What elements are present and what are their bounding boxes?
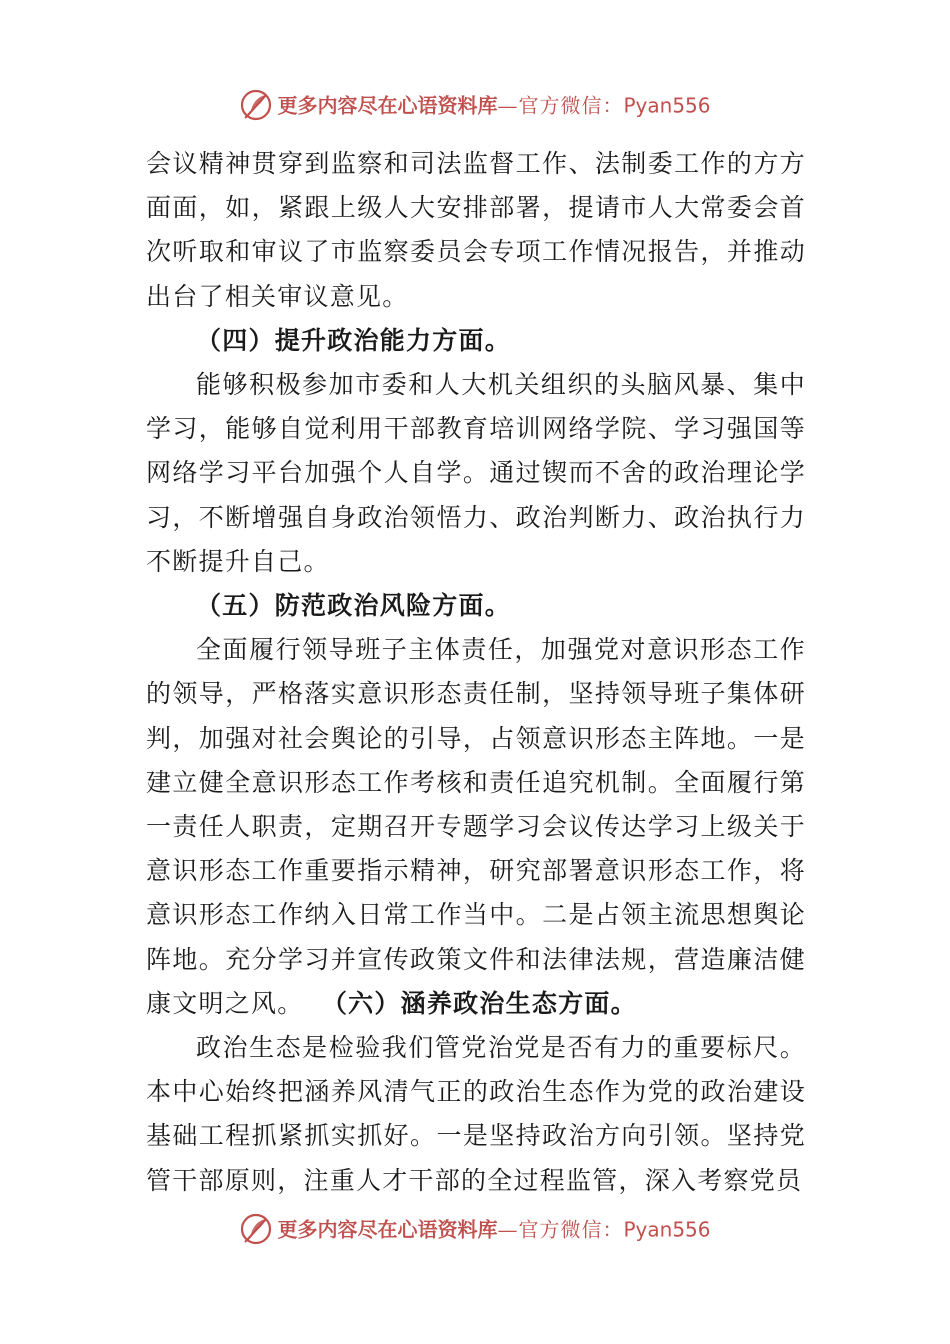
paragraph-section-5 (146, 628, 806, 1026)
quill-pen-logo-icon (239, 1212, 273, 1246)
quill-pen-logo-icon (239, 88, 273, 122)
paragraph-section-6: 政治生态是检验我们管党治党是否有力的重要标尺。本中心始终把涵养风清气正的政治生态作为党的政治建设基础工程抓紧抓实抓好。一是坚持政治方向引领。坚持党管干部原则，注重人才干部的全过程监管，深入考察党员 (146, 1033, 806, 1195)
paragraph-intro: 会议精神贯穿到监察和司法监督工作、法制委工作的方方面面，如，紧跟上级人大安排部署，提请市人大常委会首次听取和审议了市监察委员会专项工作情况报告，并推动出台了相关审议意见。 (146, 149, 806, 311)
section-heading-6: （六）涵养政治生态方面。 (321, 988, 637, 1018)
paragraph-section-5-text: 全面履行领导班子主体责任，加强党对意识形态工作的领导，严格落实意识形态责任制，坚持领导班子集体研判，加强对社会舆论的引导，占领意识形态主阵地。一是建立健全意识形态工作考核和责任追究机制。全面履行第一责任人职责，定期召开专题学习会议传达学习上级关于意识形态工作重要指示精神，研究部署意识形态工作，将意识形态工作纳入日常工作当中。二是占领主流思想舆论阵地。充分学习并宣传政策文件和法律法规，营造廉洁健康文明之风。 (146, 635, 806, 1018)
watermark-main-text: 更多内容尽在心语资料库 (277, 93, 498, 118)
watermark-sub-text: —官方微信： (497, 1217, 624, 1242)
watermark-main-text: 更多内容尽在心语资料库 (277, 1217, 498, 1242)
section-heading-5: （五）防范政治风险方面。 (196, 591, 512, 621)
document-body (146, 142, 806, 1203)
watermark-wechat-id: Pyan556 (623, 1217, 711, 1242)
section-heading-4: （四）提升政治能力方面。 (196, 325, 512, 355)
watermark-header (0, 90, 950, 124)
paragraph-section-4: 能够积极参加市委和人大机关组织的头脑风暴、集中学习，能够自觉利用干部教育培训网络学院、学习强国等网络学习平台加强个人自学。通过锲而不舍的政治理论学习，不断增强自身政治领悟力、政治判断力、政治执行力不断提升自己。 (146, 370, 806, 576)
watermark-sub-text: —官方微信： (497, 93, 624, 118)
watermark-footer (0, 1214, 950, 1248)
watermark-wechat-id: Pyan556 (623, 93, 711, 118)
